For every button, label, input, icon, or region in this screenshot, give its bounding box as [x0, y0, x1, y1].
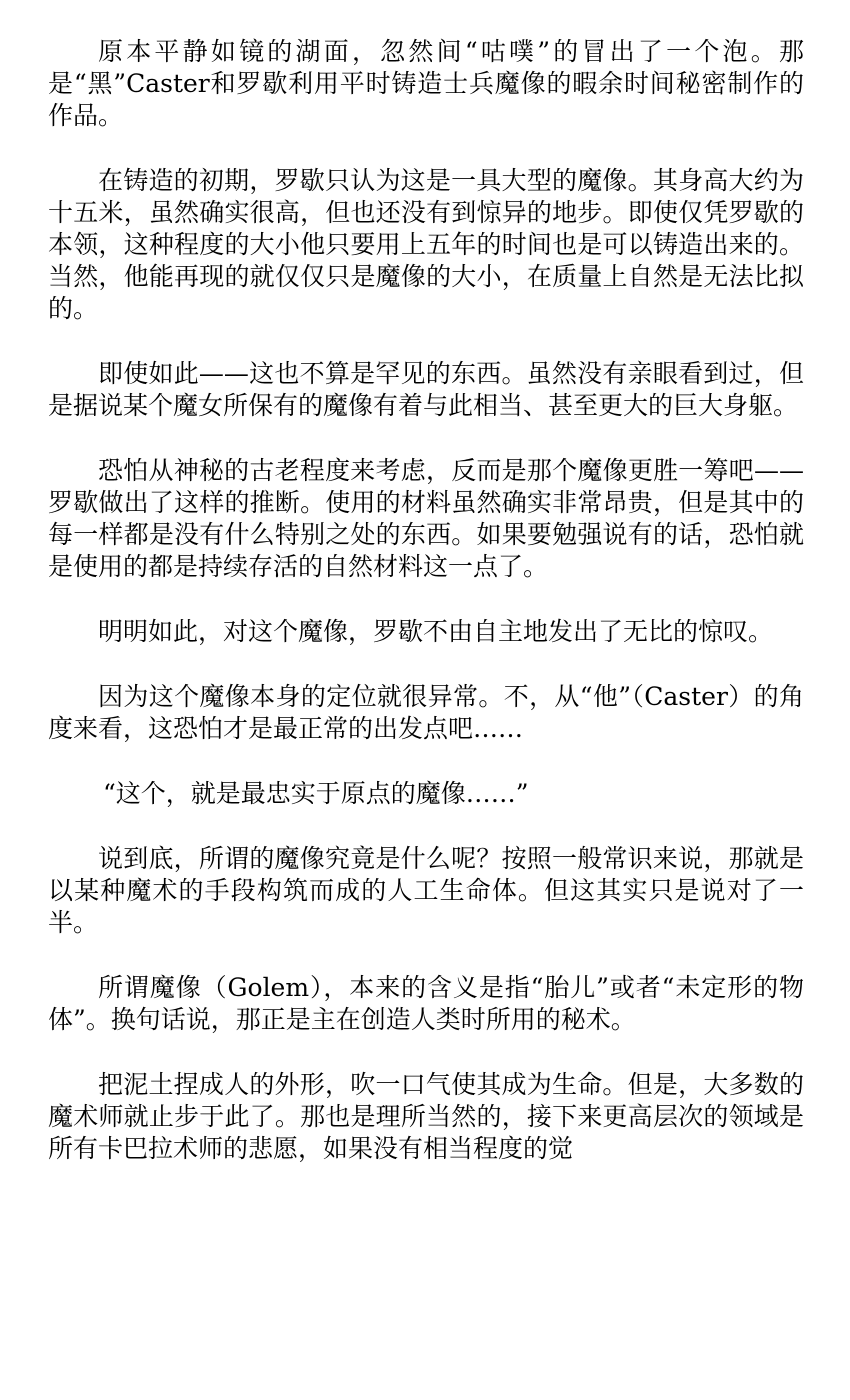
- paragraph: 在铸造的初期，罗歇只认为这是一具大型的魔像。其身高大约为十五米，虽然确实很高，但也还没有到惊异的地步。即使仅凭罗歇的本领，这种程度的大小他只要用上五年的时间也是可以铸造出来的。当然，他能再现的就仅仅只是魔像的大小，在质量上自然是无法比拟的。: [48, 166, 804, 323]
- paragraph: 说到底，所谓的魔像究竟是什么呢？按照一般常识来说，那就是以某种魔术的手段构筑而成的人工生命体。但这其实只是说对了一半。: [48, 844, 804, 937]
- paragraph: 即使如此——这也不算是罕见的东西。虽然没有亲眼看到过，但是据说某个魔女所保有的魔像有着与此相当、甚至更大的巨大身躯。: [48, 359, 804, 420]
- paragraph: 把泥土捏成人的外形，吹一口气使其成为生命。但是，大多数的魔术师就止步于此了。那也是理所当然的，接下来更高层次的领域是所有卡巴拉术师的悲愿，如果没有相当程度的觉: [48, 1070, 804, 1163]
- paragraph: 因为这个魔像本身的定位就很异常。不，从“他”（Caster）的角度来看，这恐怕才是最正常的出发点吧……: [48, 682, 804, 743]
- paragraph: 原本平静如镜的湖面，忽然间“咕噗”的冒出了一个泡。那是“黑”Caster和罗歇利用平时铸造士兵魔像的暇余时间秘密制作的作品。: [48, 37, 804, 130]
- dialogue-line: “这个，就是最忠实于原点的魔像……”: [103, 779, 529, 808]
- paragraph: 恐怕从神秘的古老程度来考虑，反而是那个魔像更胜一筹吧——罗歇做出了这样的推断。使用的材料虽然确实非常昂贵，但是其中的每一样都是没有什么特别之处的东西。如果要勉强说有的话，恐怕就是使用的都是持续存活的自然材料这一点了。: [48, 456, 804, 581]
- paragraph: 明明如此，对这个魔像，罗歇不由自主地发出了无比的惊叹。: [98, 617, 774, 646]
- document-page: [48, 36, 804, 1165]
- paragraph: 所谓魔像（Golem），本来的含义是指“胎儿”或者“未定形的物体”。换句话说，那正是主在创造人类时所用的秘术。: [48, 973, 804, 1034]
